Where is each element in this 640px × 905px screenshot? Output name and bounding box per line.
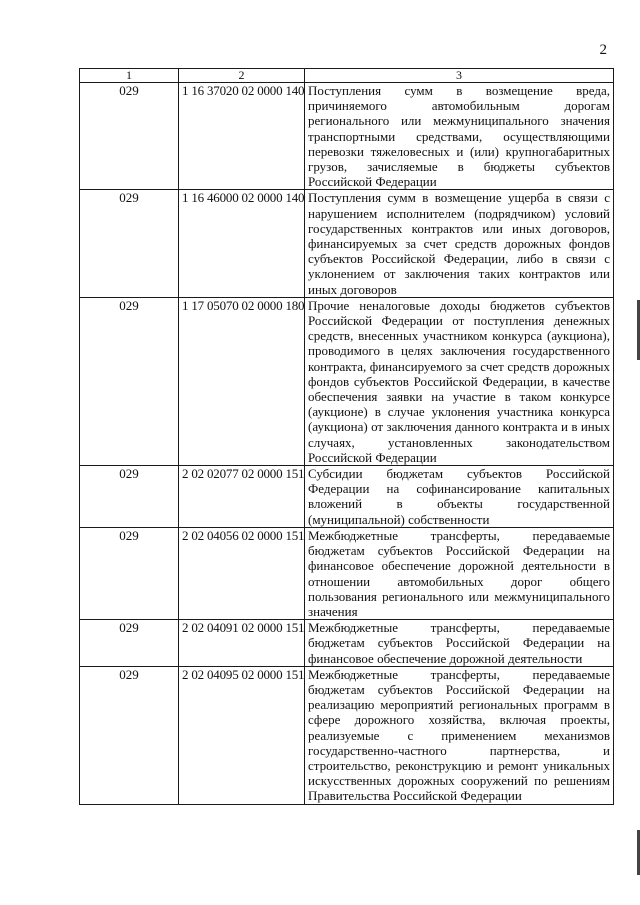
admin-code-cell: 029 xyxy=(80,527,179,619)
admin-code-cell: 029 xyxy=(80,297,179,465)
column-header-2: 2 xyxy=(179,69,305,83)
description-cell: Поступления сумм в возмещение вреда, причиняемого автомобильным дорогам регионального или межмуниципального значения транспортными средствами, осуществляющими перевозки тяжеловесных и (или) крупногабаритных грузов, зачисляемые в бюджеты субъектов Российской Федерации xyxy=(305,83,614,190)
budget-code-cell: 2 02 04056 02 0000 151 xyxy=(179,527,305,619)
admin-code-cell: 029 xyxy=(80,666,179,804)
table-row xyxy=(80,466,614,528)
budget-code-cell: 1 16 46000 02 0000 140 xyxy=(179,190,305,297)
admin-code-cell: 029 xyxy=(80,190,179,297)
column-header-1: 1 xyxy=(80,69,179,83)
budget-code-cell: 2 02 04095 02 0000 151 xyxy=(179,666,305,804)
table-row xyxy=(80,620,614,667)
description-cell: Межбюджетные трансферты, передаваемые бюджетам субъектов Российской Федерации на финансовое обеспечение дорожной деятельности в отношении автомобильных дорог общего пользования регионального или межмуниципального значения xyxy=(305,527,614,619)
budget-code-cell: 2 02 02077 02 0000 151 xyxy=(179,466,305,528)
description-cell: Межбюджетные трансферты, передаваемые бюджетам субъектов Российской Федерации на реализацию мероприятий региональных программ в сфере дорожного хозяйства, включая проекты, реализуемые с применением механизмов государственно-частного партнерства, и строительство, реконструкцию и ремонт уникальных искусственных дорожных сооружений по решениям Правительства Российской Федерации xyxy=(305,666,614,804)
budget-code-cell: 1 17 05070 02 0000 180 xyxy=(179,297,305,465)
admin-code-cell: 029 xyxy=(80,620,179,667)
table-row xyxy=(80,190,614,297)
page-number: 2 xyxy=(599,42,607,58)
table-row xyxy=(80,666,614,804)
description-cell: Межбюджетные трансферты, передаваемые бюджетам субъектов Российской Федерации на финансовое обеспечение дорожной деятельности xyxy=(305,620,614,667)
description-cell: Прочие неналоговые доходы бюджетов субъектов Российской Федерации от поступления денежных средств, внесенных участником конкурса (аукциона), проводимого в целях заключения государственного контракта, финансируемого за счет средств дорожных фондов субъектов Российской Федерации, в качестве обеспечения заявки на участие в таком конкурсе (аукционе) в случае уклонения участника конкурса (аукциона) от заключения данного контракта и в иных случаях, установленных законодательством Российской Федерации xyxy=(305,297,614,465)
description-cell: Поступления сумм в возмещение ущерба в связи с нарушением исполнителем (подрядчиком) условий государственных контрактов или иных договоров, финансируемых за счет средств дорожных фондов субъектов Российской Федерации, либо в связи с уклонением от заключения таких контрактов или иных договоров xyxy=(305,190,614,297)
table-row xyxy=(80,83,614,190)
column-header-3: 3 xyxy=(305,69,614,83)
budget-codes-table xyxy=(79,68,614,805)
table-row xyxy=(80,527,614,619)
budget-code-cell: 2 02 04091 02 0000 151 xyxy=(179,620,305,667)
budget-code-cell: 1 16 37020 02 0000 140 xyxy=(179,83,305,190)
admin-code-cell: 029 xyxy=(80,83,179,190)
description-cell: Субсидии бюджетам субъектов Российской Федерации на софинансирование капитальных вложений в объекты государственной (муниципальной) собственности xyxy=(305,466,614,528)
table-header-row xyxy=(80,69,614,83)
admin-code-cell: 029 xyxy=(80,466,179,528)
table-row xyxy=(80,297,614,465)
